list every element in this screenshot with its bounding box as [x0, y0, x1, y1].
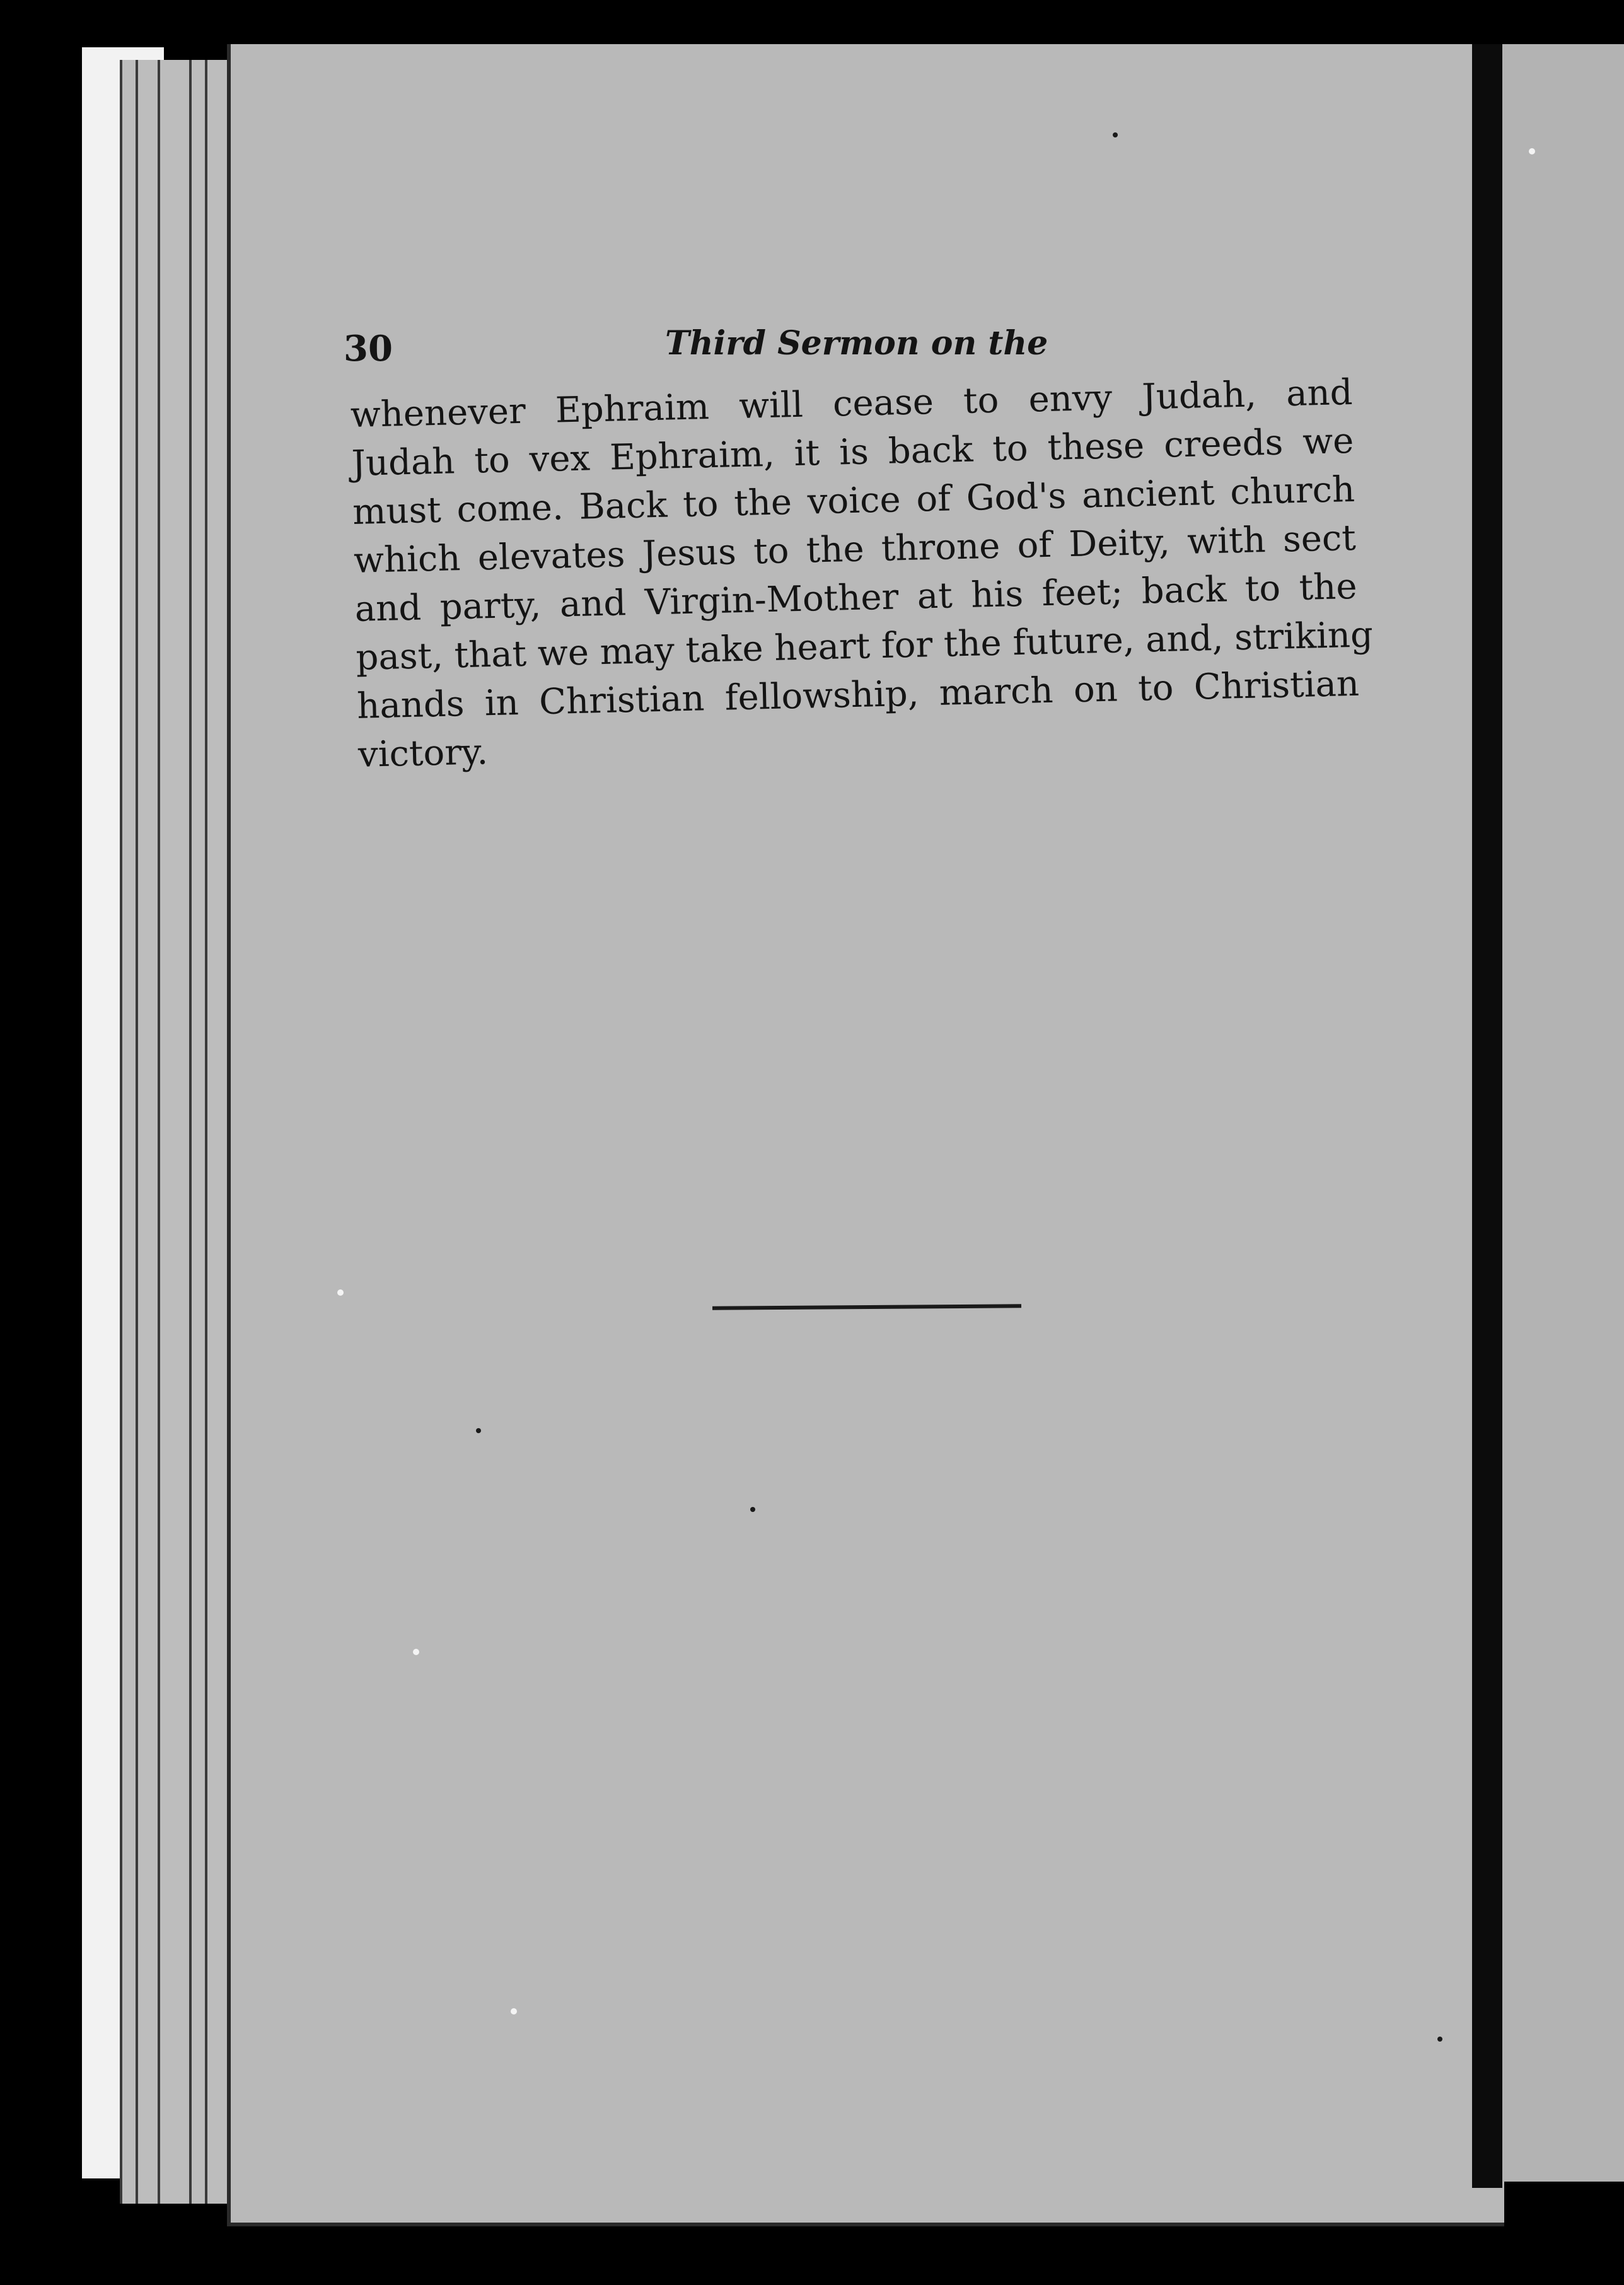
page-number: 30 [344, 328, 393, 369]
scan-speck [476, 1428, 481, 1433]
text-line: and party, and Virgin-Mother at his feet; back to the [354, 566, 1358, 630]
text-line: hands in Christian fellowship, march on to Christian [356, 663, 1360, 727]
text-line: whenever Ephraim will cease to envy Judah, and [350, 371, 1354, 436]
scan-speck [337, 1289, 344, 1296]
running-head: Third Sermon on the [665, 324, 1048, 363]
page-header [344, 324, 1352, 372]
text-line: Judah to vex Ephraim, it is back to these creeds we [351, 420, 1354, 484]
scan-speck [1437, 2037, 1442, 2042]
scan-speck [1529, 148, 1535, 154]
text-line: which elevates Jesus to the throne of Deity, with sect [353, 517, 1357, 581]
text-line: must come. Back to the voice of God's ancient church [352, 468, 1355, 533]
scan-speck [413, 1649, 419, 1655]
facing-page-edge [1502, 44, 1624, 2182]
scan-speck [1113, 132, 1118, 137]
text-line: victory. [357, 731, 489, 776]
book-gutter [1472, 44, 1502, 2188]
text-line: past, that we may take heart for the future, and, striking [355, 614, 1374, 678]
body-text [350, 368, 1374, 779]
scan-speck [750, 1507, 755, 1512]
scan-speck [511, 2008, 517, 2015]
